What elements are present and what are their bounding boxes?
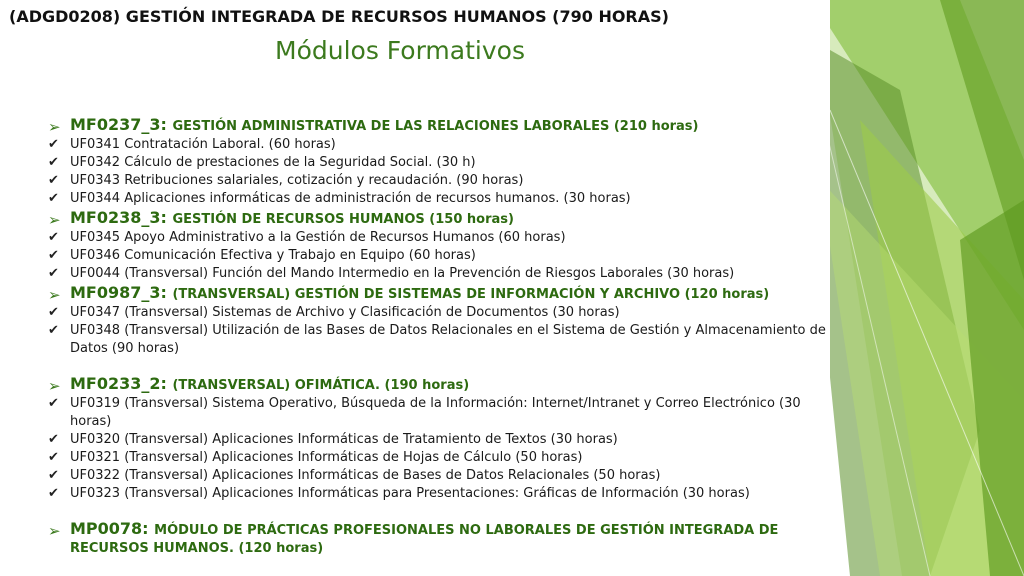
unit-text: UF0344 Aplicaciones informáticas de administración de recursos humanos. (30 horas): [70, 191, 631, 206]
unit-text: UF0322 (Transversal) Aplicaciones Informáticas de Bases de Datos Relacionales (50 horas): [70, 468, 661, 483]
arrow-bullet-icon: ➢: [48, 211, 61, 229]
module-code: MP0078:: [70, 519, 155, 538]
module-code: MF0987_3:: [70, 283, 173, 302]
unit-text: UF0347 (Transversal) Sistemas de Archivo y Clasificación de Documentos (30 horas): [70, 305, 620, 320]
unit-text: UF0044 (Transversal) Función del Mando Intermedio en la Prevención de Riesgos Laborales (30 horas): [70, 266, 735, 281]
module-description: GESTIÓN DE RECURSOS HUMANOS (150 horas): [172, 212, 514, 227]
check-icon: ✔: [48, 191, 59, 206]
module-description: (TRANSVERSAL) OFIMÁTICA. (190 horas): [172, 378, 470, 393]
unit-item: [48, 172, 828, 190]
module-heading: [48, 209, 828, 229]
unit-item: [48, 190, 828, 208]
unit-item: [48, 485, 828, 503]
check-icon: ✔: [48, 230, 59, 245]
module-code: MF0237_3:: [70, 115, 173, 134]
arrow-bullet-icon: ➢: [48, 522, 61, 540]
page-title: Módulos Formativos: [275, 36, 525, 65]
arrow-bullet-icon: ➢: [48, 118, 61, 136]
unit-item: [48, 154, 828, 172]
module-heading: [48, 375, 828, 395]
unit-item: [48, 247, 828, 265]
check-icon: ✔: [48, 468, 59, 483]
section-gap: [48, 503, 828, 519]
module-description: MÓDULO DE PRÁCTICAS PROFESIONALES NO LABORALES DE GESTIÓN INTEGRADA DE RECURSOS HUMANOS. (120 horas): [70, 523, 779, 556]
unit-item: [48, 431, 828, 449]
unit-text: UF0320 (Transversal) Aplicaciones Informáticas de Tratamiento de Textos (30 horas): [70, 432, 618, 447]
module-code: MF0233_2:: [70, 374, 173, 393]
check-icon: ✔: [48, 266, 59, 281]
module-code: MF0238_3:: [70, 208, 173, 227]
course-header: [0, 0, 830, 30]
unit-item: [48, 322, 828, 358]
unit-item: [48, 467, 828, 485]
check-icon: ✔: [48, 305, 59, 320]
unit-text: UF0342 Cálculo de prestaciones de la Seguridad Social. (30 h): [70, 155, 476, 170]
unit-text: UF0341 Contratación Laboral. (60 horas): [70, 137, 336, 152]
unit-text: UF0346 Comunicación Efectiva y Trabajo en Equipo (60 horas): [70, 248, 476, 263]
arrow-bullet-icon: ➢: [48, 377, 61, 395]
unit-text: UF0319 (Transversal) Sistema Operativo, Búsqueda de la Información: Internet/Intranet y Correo Electrónico (30 horas): [70, 396, 801, 429]
check-icon: ✔: [48, 432, 59, 447]
check-icon: ✔: [48, 323, 59, 338]
check-icon: ✔: [48, 486, 59, 501]
unit-item: [48, 449, 828, 467]
module-heading: [48, 520, 828, 558]
module-description: GESTIÓN ADMINISTRATIVA DE LAS RELACIONES LABORALES (210 horas): [172, 119, 699, 134]
unit-text: UF0321 (Transversal) Aplicaciones Informáticas de Hojas de Cálculo (50 horas): [70, 450, 583, 465]
check-icon: ✔: [48, 155, 59, 170]
unit-item: [48, 395, 828, 431]
course-title: (ADGD0208) GESTIÓN INTEGRADA DE RECURSOS HUMANOS (790 HORAS): [9, 7, 669, 26]
unit-text: UF0343 Retribuciones salariales, cotización y recaudación. (90 horas): [70, 173, 524, 188]
check-icon: ✔: [48, 248, 59, 263]
check-icon: ✔: [48, 450, 59, 465]
section-gap: [48, 358, 828, 374]
unit-text: UF0345 Apoyo Administrativo a la Gestión de Recursos Humanos (60 horas): [70, 230, 566, 245]
unit-text: UF0323 (Transversal) Aplicaciones Informáticas para Presentaciones: Gráficas de Información (30 horas): [70, 486, 750, 501]
module-description: (TRANSVERSAL) GESTIÓN DE SISTEMAS DE INFORMACIÓN Y ARCHIVO (120 horas): [172, 287, 770, 302]
module-heading: [48, 284, 828, 304]
unit-text: UF0348 (Transversal) Utilización de las Bases de Datos Relacionales en el Sistema de Gestión y Almacenamiento de Datos (90 horas): [70, 323, 826, 356]
check-icon: ✔: [48, 173, 59, 188]
unit-item: [48, 265, 828, 283]
unit-item: [48, 229, 828, 247]
check-icon: ✔: [48, 396, 59, 411]
modules-list: [48, 115, 828, 558]
check-icon: ✔: [48, 137, 59, 152]
module-heading: [48, 116, 828, 136]
unit-item: [48, 304, 828, 322]
arrow-bullet-icon: ➢: [48, 286, 61, 304]
unit-item: [48, 136, 828, 154]
